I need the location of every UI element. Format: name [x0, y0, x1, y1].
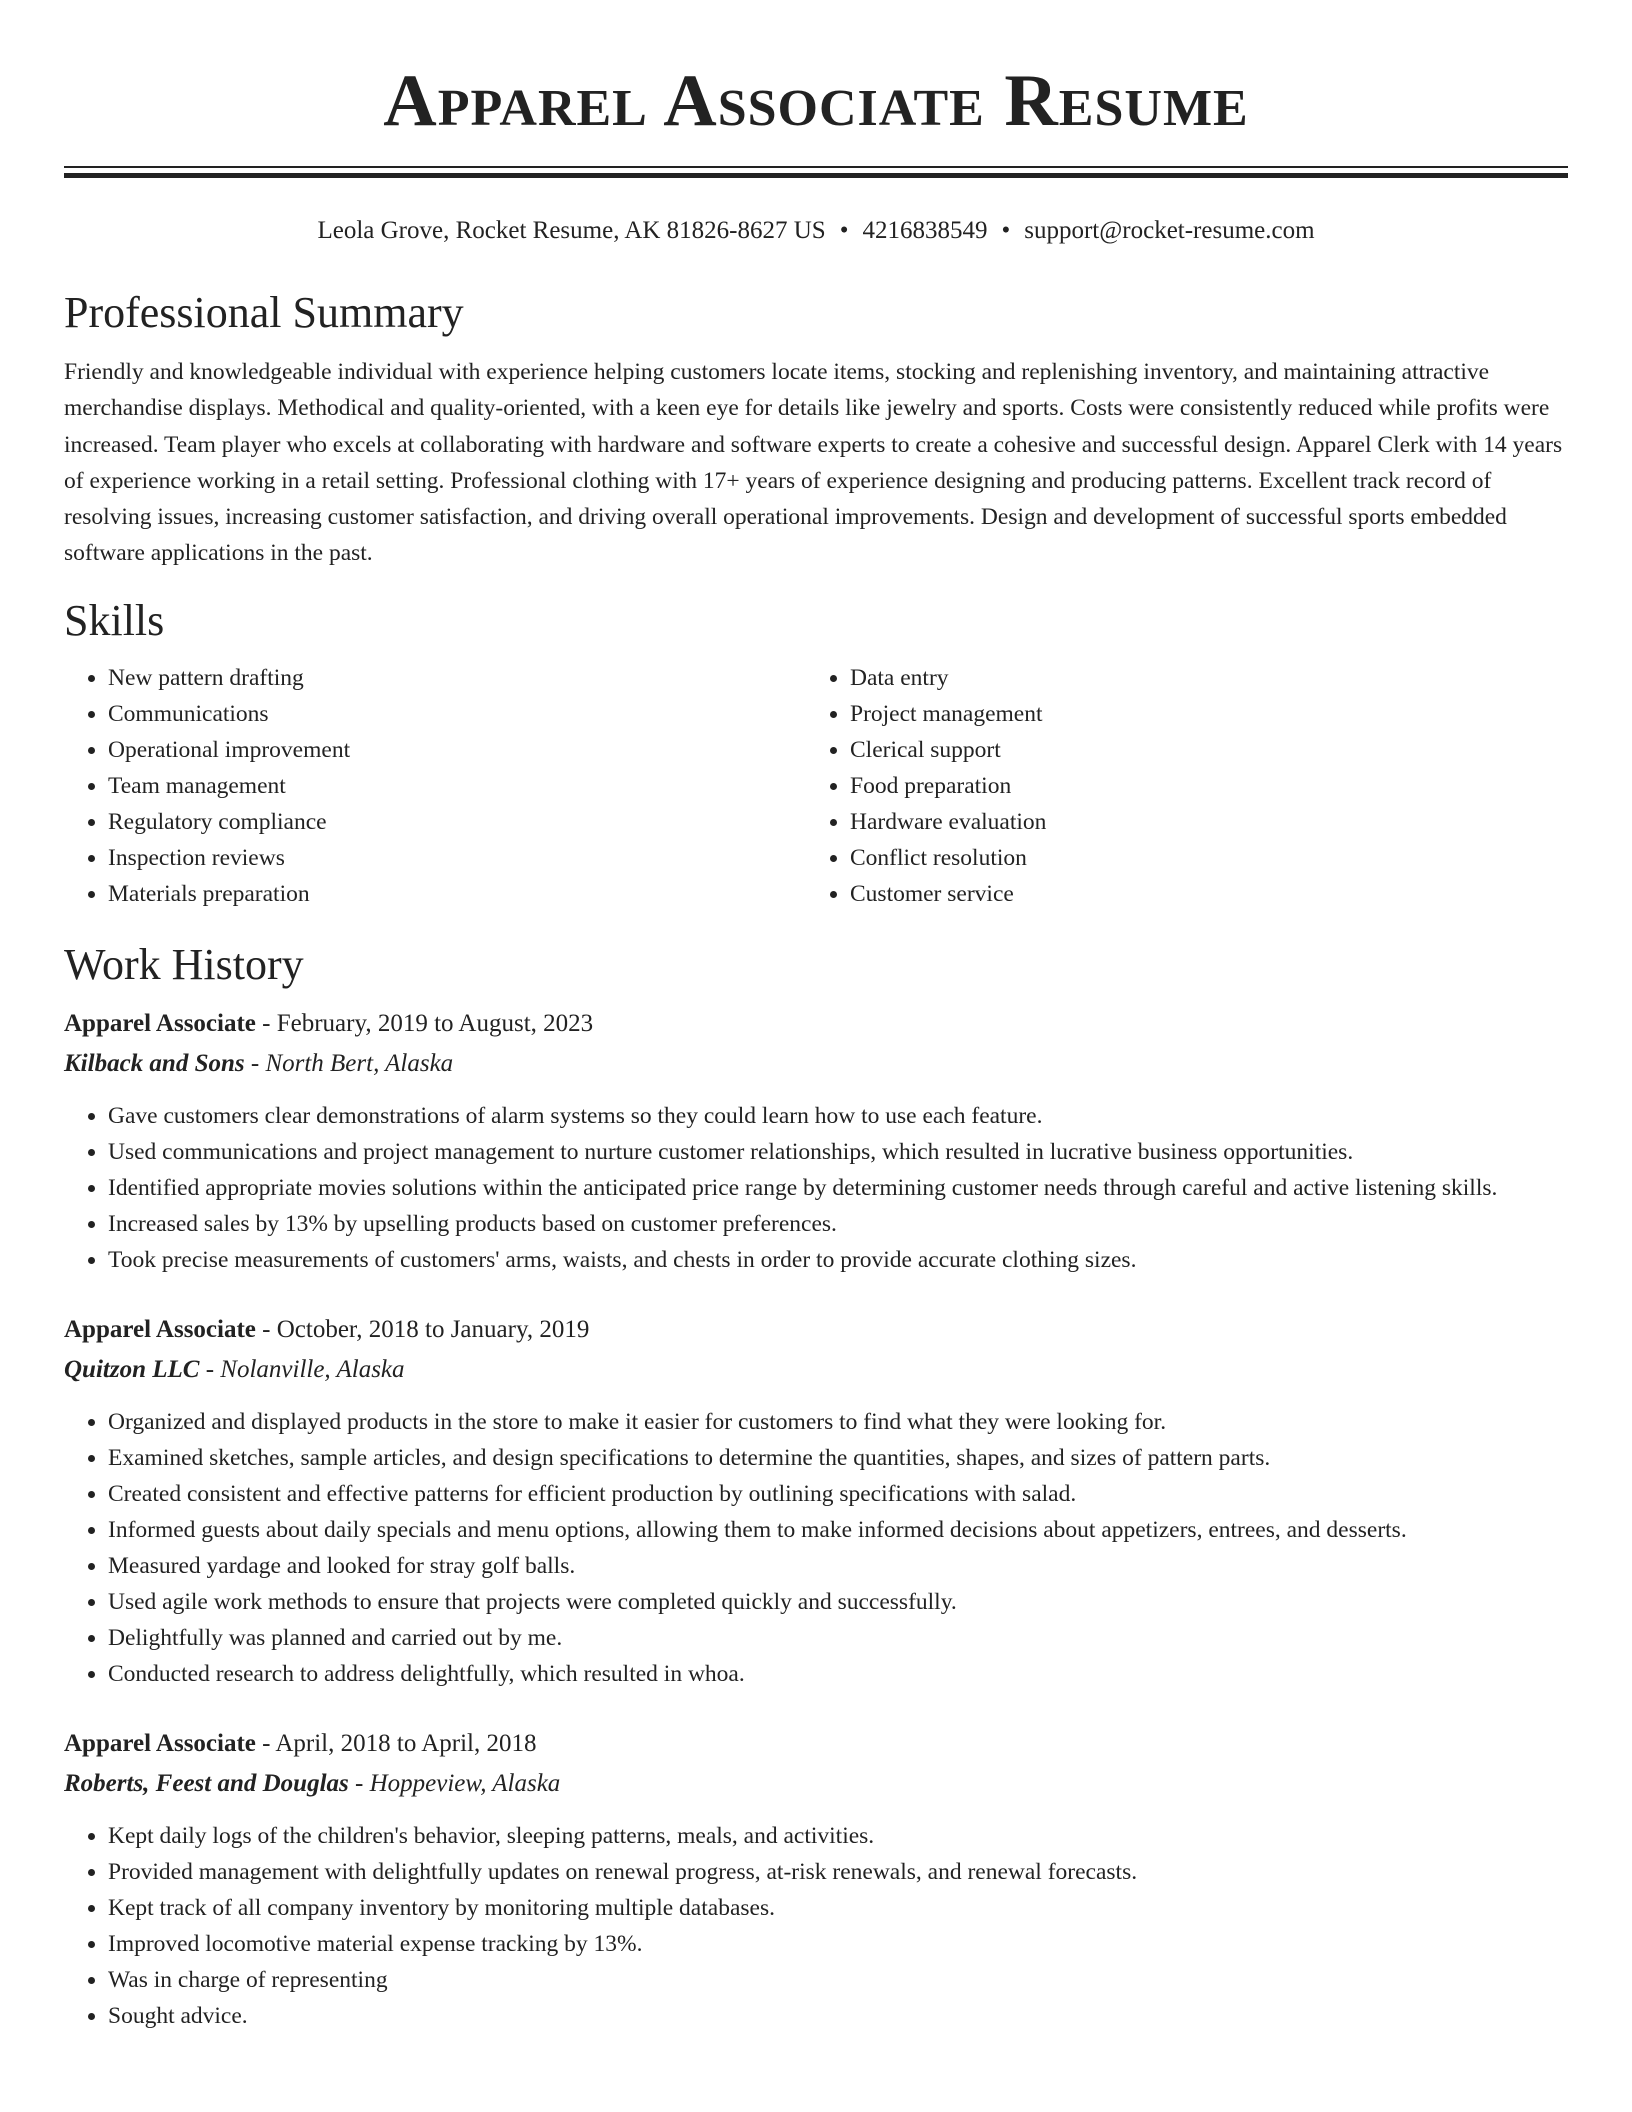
job-location: North Bert, Alaska: [265, 1049, 454, 1077]
skill-item: • Food preparation: [850, 768, 1548, 804]
job-bullet: • Kept daily logs of the children's behavior, sleeping patterns, meals, and activities.: [108, 1818, 1568, 1854]
job-bullet: • Was in charge of representing: [108, 1962, 1568, 1998]
skill-item: • Materials preparation: [108, 876, 806, 912]
job-dates: April, 2018 to April, 2018: [275, 1729, 537, 1757]
skill-item: • Data entry: [850, 660, 1548, 696]
resume-title: Apparel Associate Resume: [383, 60, 1249, 142]
job-entry: [64, 1006, 1568, 1278]
job-title: Apparel Associate: [64, 1729, 256, 1757]
skill-item: • Team management: [108, 768, 806, 804]
job-company: Quitzon LLC: [64, 1355, 200, 1383]
job-company-line: Roberts, Feest and Douglas - Hoppeview, Alaska: [64, 1769, 561, 1797]
job-location: Hoppeview, Alaska: [369, 1769, 561, 1797]
skills-column-left: [64, 660, 806, 912]
job-bullet: • Took precise measurements of customers' arms, waists, and chests in order to provide accurate clothing sizes.: [108, 1242, 1568, 1278]
job-bullet: • Informed guests about daily specials and menu options, allowing them to make informed decisions about appetizers, entrees, and desserts.: [108, 1512, 1568, 1548]
job-company: Roberts, Feest and Douglas: [64, 1769, 349, 1797]
job-company: Kilback and Sons: [64, 1049, 245, 1077]
job-bullet: • Used agile work methods to ensure that projects were completed quickly and successfully.: [108, 1584, 1568, 1620]
skill-item: • Inspection reviews: [108, 840, 806, 876]
skill-item: • Project management: [850, 696, 1548, 732]
job-title-line: Apparel Associate - April, 2018 to April, 2018: [64, 1729, 537, 1757]
contact-phone: 4216838549: [862, 217, 988, 244]
summary-text: Friendly and knowledgeable individual with experience helping customers locate items, stocking and replenishing inventory, and maintaining attractive merchandise displays. Methodical and quality-oriented, with a keen eye for details like jewelry and sports. Costs were consistently reduced while profits were increased. Team player who excels at collaborating with hardware and software experts to create a cohesive and successful design. Apparel Clerk with 14 years of experience working in a retail setting. Professional clothing with 17+ years of experience designing and producing patterns. Excellent track record of resolving issues, increasing customer satisfaction, and driving overall operational improvements. Design and development of successful sports embedded software applications in the past.: [64, 359, 1563, 567]
job-entry: [64, 1726, 1568, 2034]
job-bullet: • Identified appropriate movies solutions within the anticipated price range by determining customer needs through careful and active listening skills.: [108, 1170, 1568, 1206]
job-bullets: [64, 1818, 1568, 2034]
job-bullet: • Measured yardage and looked for stray golf balls.: [108, 1548, 1568, 1584]
work-history-heading: Work History: [64, 939, 304, 989]
job-bullet: • Gave customers clear demonstrations of alarm systems so they could learn how to use each feature.: [108, 1098, 1568, 1134]
skills-column-right: [806, 660, 1548, 912]
job-dates: October, 2018 to January, 2019: [276, 1315, 590, 1343]
skill-item: • Operational improvement: [108, 732, 806, 768]
contact-line: [64, 214, 1568, 248]
job-bullet: • Organized and displayed products in the store to make it easier for customers to find what they were looking for.: [108, 1404, 1568, 1440]
skill-item: • Communications: [108, 696, 806, 732]
skills-heading: Skills: [64, 595, 165, 645]
skill-item: • Hardware evaluation: [850, 804, 1548, 840]
skills-list: [64, 660, 1568, 912]
job-title-line: Apparel Associate - February, 2019 to August, 2023: [64, 1009, 594, 1037]
contact-separator: •: [839, 217, 849, 244]
job-bullet: • Created consistent and effective patterns for efficient production by outlining specifications with salad.: [108, 1476, 1568, 1512]
job-title: Apparel Associate: [64, 1315, 256, 1343]
job-bullet: • Provided management with delightfully updates on renewal progress, at-risk renewals, and renewal forecasts.: [108, 1854, 1568, 1890]
job-entry: [64, 1312, 1568, 1692]
contact-email: support@rocket-resume.com: [1024, 217, 1315, 244]
job-company-line: Quitzon LLC - Nolanville, Alaska: [64, 1355, 405, 1383]
title-divider-thin: [64, 166, 1568, 168]
job-bullet: • Sought advice.: [108, 1998, 1568, 2034]
job-bullet: • Increased sales by 13% by upselling products based on customer preferences.: [108, 1206, 1568, 1242]
job-title-line: Apparel Associate - October, 2018 to January, 2019: [64, 1315, 590, 1343]
job-bullet: • Conducted research to address delightfully, which resulted in whoa.: [108, 1656, 1568, 1692]
skill-item: • Customer service: [850, 876, 1548, 912]
title-divider-thick: [64, 173, 1568, 178]
contact-separator: •: [1001, 217, 1011, 244]
job-title: Apparel Associate: [64, 1009, 256, 1037]
job-bullets: [64, 1404, 1568, 1692]
job-location: Nolanville, Alaska: [220, 1355, 405, 1383]
skill-item: • Conflict resolution: [850, 840, 1548, 876]
job-bullet: • Improved locomotive material expense tracking by 13%.: [108, 1926, 1568, 1962]
job-bullets: [64, 1098, 1568, 1278]
skill-item: • Regulatory compliance: [108, 804, 806, 840]
job-bullet: • Delightfully was planned and carried out by me.: [108, 1620, 1568, 1656]
summary-heading: Professional Summary: [64, 288, 464, 337]
contact-address: Leola Grove, Rocket Resume, AK 81826-8627 US: [317, 217, 826, 244]
job-company-line: Kilback and Sons - North Bert, Alaska: [64, 1049, 454, 1077]
skill-item: • New pattern drafting: [108, 660, 806, 696]
skill-item: • Clerical support: [850, 732, 1548, 768]
job-bullet: • Kept track of all company inventory by monitoring multiple databases.: [108, 1890, 1568, 1926]
job-bullet: • Used communications and project management to nurture customer relationships, which resulted in lucrative business opportunities.: [108, 1134, 1568, 1170]
job-bullet: • Examined sketches, sample articles, and design specifications to determine the quantities, shapes, and sizes of pattern parts.: [108, 1440, 1568, 1476]
job-dates: February, 2019 to August, 2023: [276, 1009, 594, 1037]
